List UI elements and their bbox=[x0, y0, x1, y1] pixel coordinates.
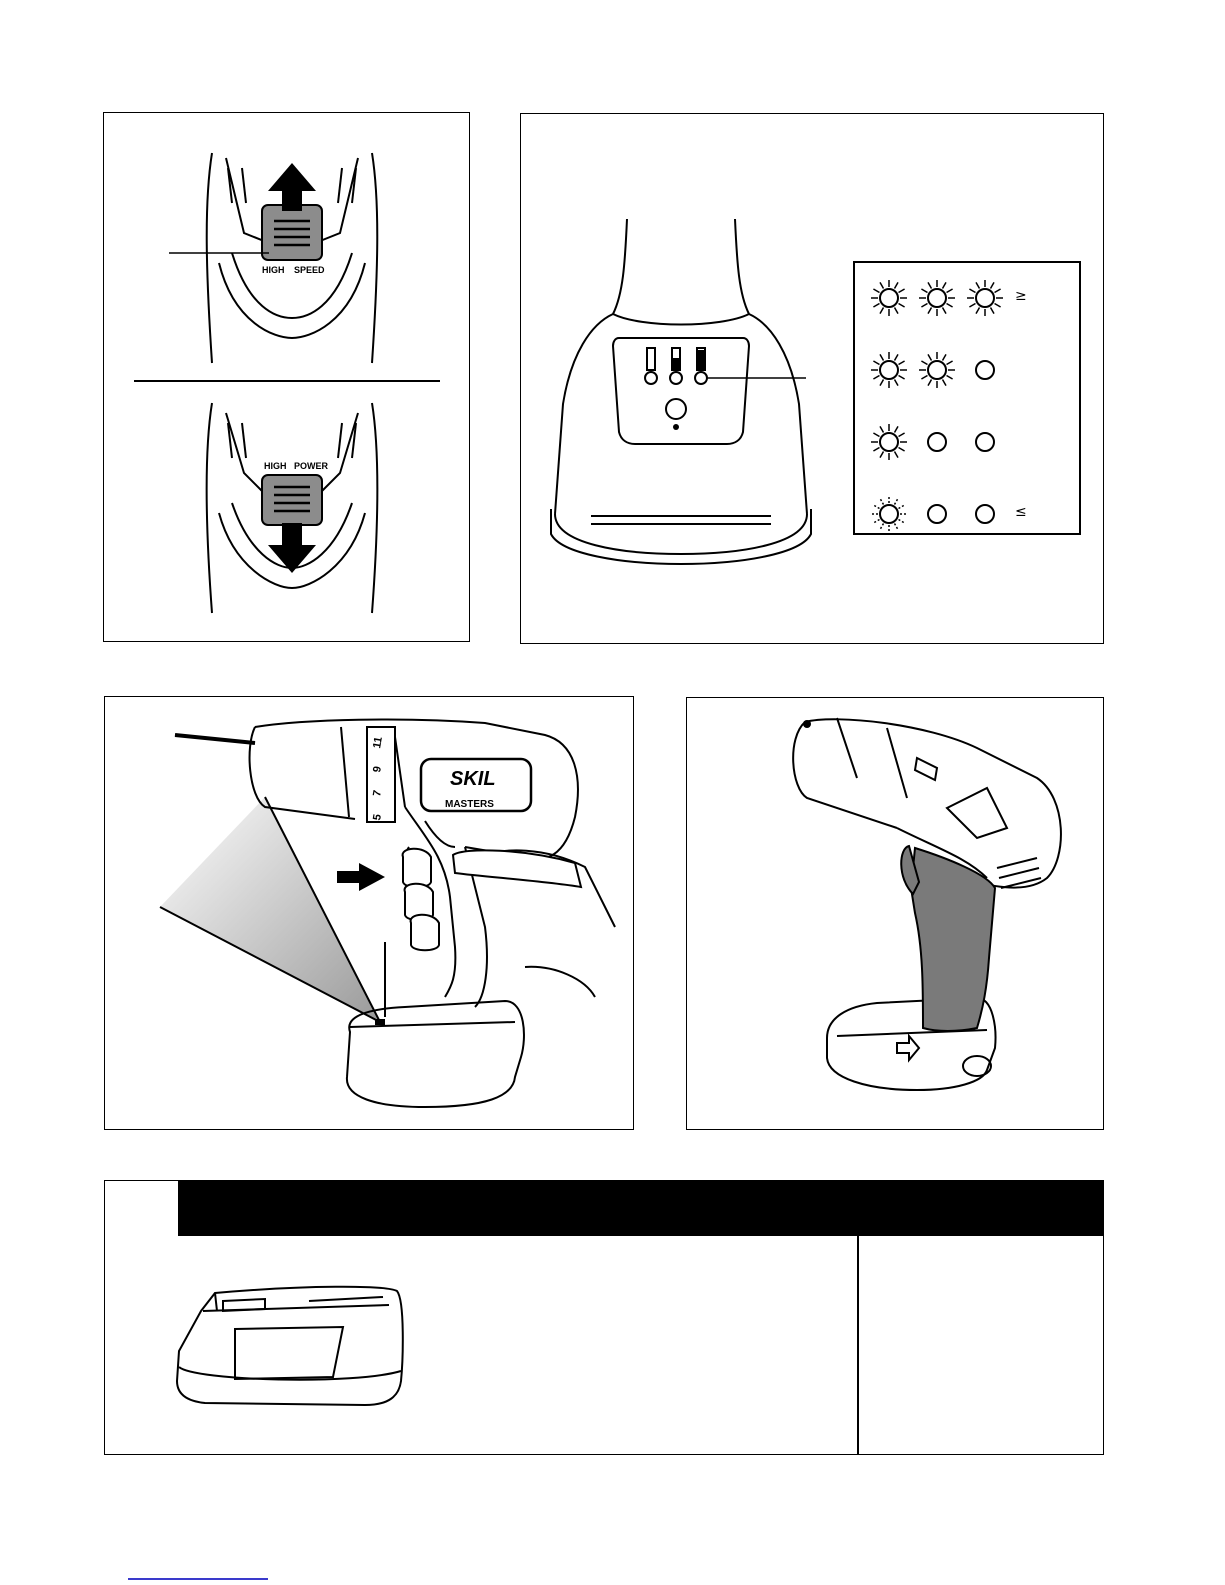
led-off-icon bbox=[976, 505, 994, 523]
speed-switch-illustration bbox=[104, 113, 471, 643]
led-off-icon bbox=[928, 505, 946, 523]
charge-indicator-panel bbox=[520, 113, 1104, 644]
led-off-icon bbox=[928, 433, 946, 451]
led-light-icon bbox=[375, 1019, 385, 1025]
sub-brand-label: MASTERS bbox=[445, 799, 494, 810]
drill-battery-illustration bbox=[687, 698, 1105, 1131]
led-legend bbox=[871, 280, 1027, 532]
switch-top-label-right: SPEED bbox=[294, 265, 325, 275]
led-lit-icon bbox=[919, 352, 955, 388]
switch-bottom-label-left: HIGH bbox=[264, 461, 287, 471]
led-lit-icon bbox=[871, 352, 907, 388]
footer-link-underline bbox=[128, 1578, 268, 1580]
battery-pack-illustration bbox=[105, 1181, 1105, 1456]
drill-battery-panel bbox=[686, 697, 1104, 1130]
torque-mark: 11 bbox=[371, 735, 385, 750]
arrow-up-icon bbox=[268, 163, 316, 211]
charge-indicator-illustration bbox=[521, 114, 1105, 645]
led-lit-icon bbox=[967, 280, 1003, 316]
arrow-right-icon bbox=[337, 863, 385, 891]
led-off-icon bbox=[976, 361, 994, 379]
torque-mark: 5 bbox=[371, 813, 384, 822]
brand-logo: SKIL bbox=[450, 768, 496, 790]
arrow-down-icon bbox=[268, 523, 316, 573]
drill-in-use-illustration bbox=[105, 697, 635, 1131]
grip bbox=[911, 848, 995, 1031]
torque-mark: 9 bbox=[371, 765, 384, 774]
switch-top-label-left: HIGH bbox=[262, 265, 285, 275]
torque-mark: 7 bbox=[371, 789, 384, 798]
light-bulb-icon bbox=[673, 424, 679, 430]
led-lit-icon bbox=[871, 496, 907, 532]
led-lit-icon bbox=[871, 280, 907, 316]
speed-switch-bottom bbox=[262, 475, 322, 525]
led-lit-icon bbox=[919, 280, 955, 316]
legend-mark: ≤ bbox=[1015, 504, 1027, 520]
led-lit-icon bbox=[871, 424, 907, 460]
legend-mark: ≥ bbox=[1015, 288, 1027, 304]
led-off-icon bbox=[976, 433, 994, 451]
speed-switch-top bbox=[262, 205, 322, 260]
battery-panel bbox=[104, 1180, 1104, 1455]
speed-switch-panel bbox=[103, 112, 470, 642]
switch-bottom-label-right: POWER bbox=[294, 461, 329, 471]
drill-in-use-panel bbox=[104, 696, 634, 1130]
